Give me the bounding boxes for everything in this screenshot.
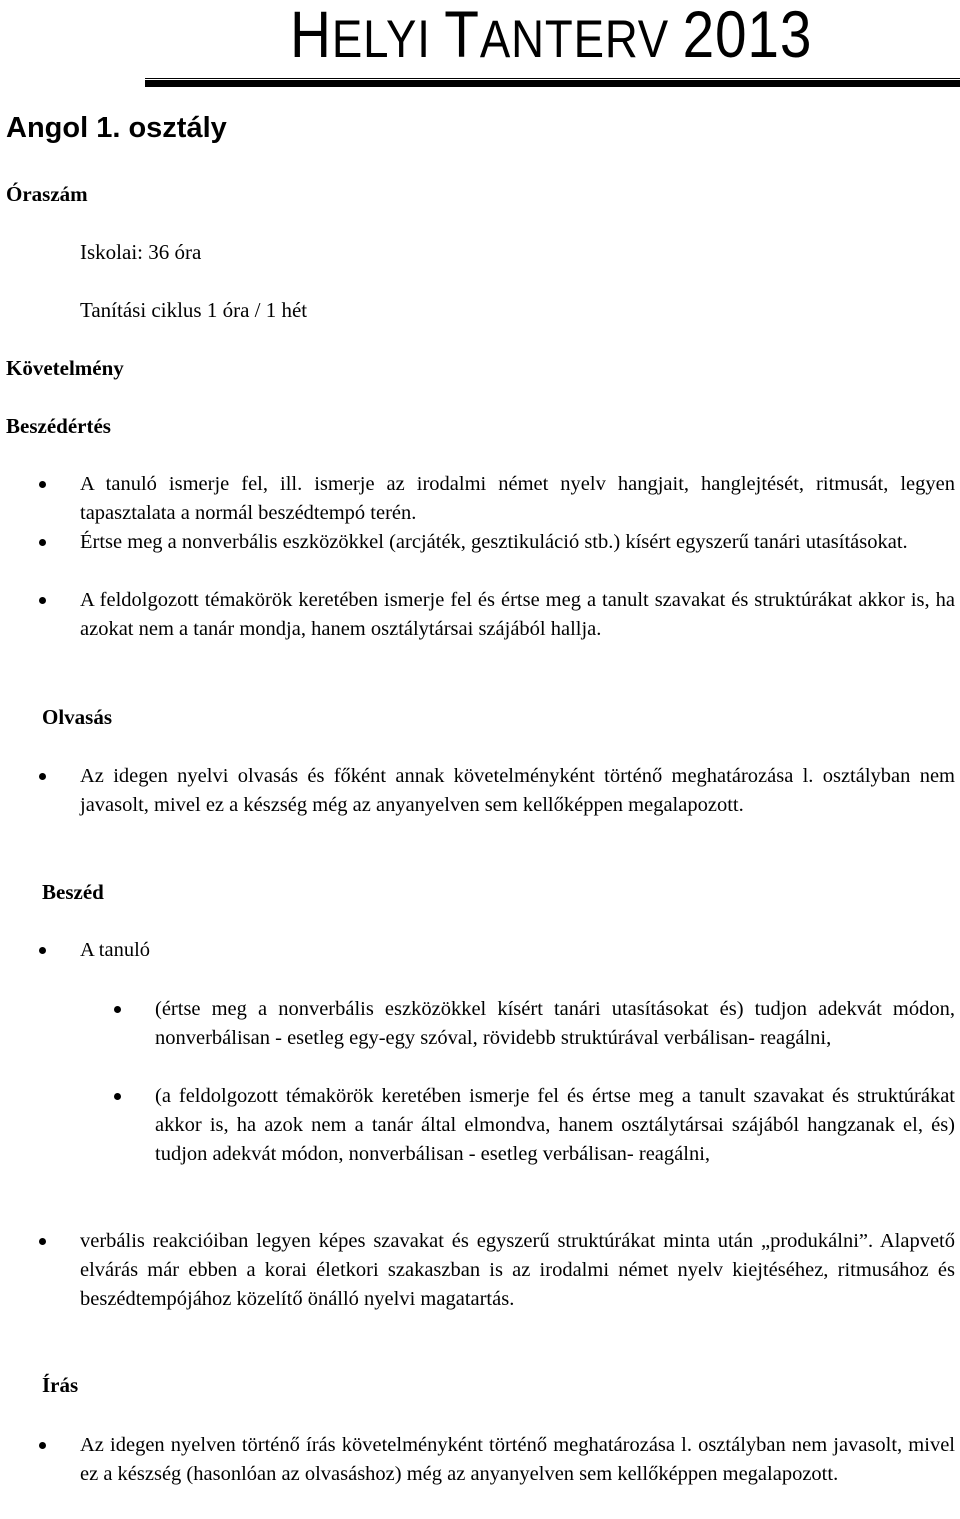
beszedertes-item-text: A feldolgozott témakörök keretében ismerje fel és értse meg a tanult szavakat és struktúrákat akkor is, ha azokat nem a tanár mondja, hanem osztálytársai szájából hallja.	[80, 589, 955, 640]
beszedertes-item	[80, 586, 955, 644]
header-title-t: T	[444, 0, 480, 71]
olvasas-item	[80, 762, 955, 820]
beszedertes-item	[80, 528, 955, 557]
bullet-icon	[39, 597, 46, 604]
beszed-heading: Beszéd	[42, 880, 104, 904]
beszed-sub-item-text: (a feldolgozott témakörök keretében ismerje fel és értse meg a tanult szavakat és struktúrákat akkor is, ha azok nem a tanár által elmondva, hanem osztálytársai szájából hangzanak el, és) tudjon adekvát módon, nonverbálisan - esetleg verbálisan- reagálni,	[155, 1085, 955, 1165]
bullet-icon	[39, 539, 46, 546]
beszed-item-text: verbális reakcióiban legyen képes szavakat és egyszerű struktúrákat minta után „produkálni”. Alapvető elvárás már ebben a korai életkori szakaszban is az irodalmi német nyelv kiejtéséhez, ritmusához és beszédtempójához közelítő önálló nyelvi magatartás.	[80, 1230, 955, 1310]
bullet-icon	[114, 1093, 121, 1100]
tanitasi-text: Tanítási ciklus 1 óra / 1 hét	[80, 298, 308, 322]
page-header	[0, 0, 960, 90]
header-rule-thin	[145, 78, 960, 79]
beszedertes-item-text: A tanuló ismerje fel, ill. ismerje az irodalmi német nyelv hangjait, hanglejtését, ritmusát, legyen tapasztalata a normál beszédtempó terén.	[80, 473, 955, 524]
beszedertes-item-text: Értse meg a nonverbális eszközökkel (arcjáték, gesztikuláció stb.) kísért egyszerű tanári utasításokat.	[80, 531, 908, 553]
iras-item-text: Az idegen nyelven történő írás követelményként történő meghatározása l. osztályban nem javasolt, mivel ez a készség (hasonlóan az olvasáshoz) még az anyanyelven sem kellőképpen megalapozott.	[80, 1434, 955, 1485]
beszedertes-item	[80, 470, 955, 528]
doc-title: Angol 1. osztály	[6, 112, 227, 144]
header-title-part2: ANTERV	[479, 10, 683, 69]
beszed-item	[80, 1227, 955, 1314]
bullet-icon	[39, 1442, 46, 1449]
bullet-icon	[114, 1006, 121, 1013]
kovetelmeny-heading: Követelmény	[6, 356, 124, 380]
header-title-year: 2013	[682, 0, 812, 71]
iras-item	[80, 1431, 955, 1489]
bullet-icon	[39, 773, 46, 780]
beszed-sub-item-text: (értse meg a nonverbális eszközökkel kísért tanári utasításokat és) tudjon adekvát módon, nonverbálisan - esetleg egy-egy szóval, rövidebb struktúrával verbálisan- reagálni,	[155, 998, 955, 1049]
beszedertes-heading: Beszédértés	[6, 414, 111, 438]
header-title-part1: ELYI	[331, 10, 445, 69]
olvasas-item-text: Az idegen nyelvi olvasás és főként annak követelményként történő meghatározása l. osztályban nem javasolt, mivel ez a készség még az anyanyelven sem kellőképpen megalapozott.	[80, 765, 955, 816]
header-rule	[145, 80, 960, 87]
header-title	[290, 0, 812, 80]
header-title-h: H	[289, 0, 332, 71]
bullet-icon	[39, 481, 46, 488]
bullet-icon	[39, 1238, 46, 1245]
bullet-icon	[39, 947, 46, 954]
beszed-sub-item	[155, 995, 955, 1053]
beszed-sub-item	[155, 1082, 955, 1169]
beszed-intro-text: A tanuló	[80, 939, 151, 961]
iskolai-text: Iskolai: 36 óra	[80, 240, 202, 264]
iras-heading: Írás	[42, 1373, 79, 1397]
olvasas-heading: Olvasás	[42, 705, 113, 729]
beszed-intro	[80, 936, 955, 965]
oraszam-heading: Óraszám	[6, 182, 88, 206]
